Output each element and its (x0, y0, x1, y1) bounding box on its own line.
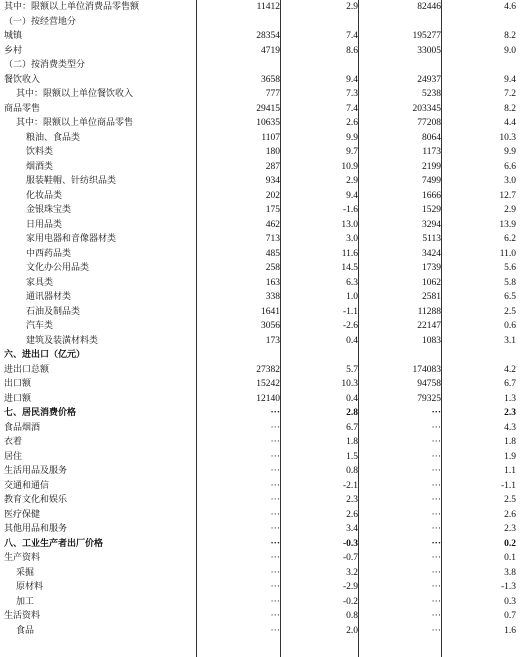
month-growth-cell: 0.8 (346, 466, 358, 476)
row-label: 采掘 (16, 567, 35, 578)
cumulative-growth-cell: 10.3 (499, 132, 516, 143)
row-label: 教育文化和娱乐 (4, 495, 68, 505)
table-row (0, 493, 520, 508)
month-growth-cell: -0.2 (342, 596, 358, 607)
table-row (0, 580, 520, 595)
month-growth-cell: 3.2 (346, 567, 358, 578)
month-value-cell: 10635 (256, 118, 280, 128)
table-row (0, 73, 520, 88)
row-label: 家用电器和音像器材类 (26, 234, 117, 244)
row-label: 烟酒类 (26, 161, 54, 172)
row-label: 粮油、食品类 (26, 132, 81, 143)
cumulative-growth-cell: 6.6 (504, 161, 516, 172)
month-value-cell: 3056 (261, 321, 280, 331)
month-value-cell: 163 (265, 277, 280, 288)
table-row (0, 522, 520, 537)
month-growth-cell: 7.3 (346, 89, 358, 99)
cumulative-growth-cell: 0.3 (504, 596, 516, 607)
cumulative-growth-cell: 9.0 (504, 45, 516, 56)
row-label: 石油及制品类 (26, 306, 81, 317)
row-label: 其中：限额以上单位消费品零售额 (4, 2, 140, 12)
table-row (0, 145, 520, 160)
cumulative-growth-cell: 2.3 (504, 408, 516, 418)
cumulative-growth-cell: 6.5 (504, 292, 516, 302)
row-label: 饮料类 (26, 147, 54, 157)
month-growth-cell: 2.6 (346, 118, 358, 128)
cumulative-value-cell: ··· (431, 451, 441, 462)
cumulative-growth-cell: 2.3 (504, 524, 516, 534)
table-row (0, 348, 520, 363)
cumulative-growth-cell: 8.2 (504, 103, 516, 114)
row-label: 日用品类 (26, 219, 63, 230)
table-row (0, 566, 520, 581)
table-row (0, 334, 520, 349)
cumulative-value-cell: ··· (431, 538, 441, 549)
month-growth-cell: 9.4 (346, 74, 358, 85)
cumulative-growth-cell: 2.5 (504, 495, 516, 505)
month-growth-cell: 10.3 (341, 379, 358, 389)
row-label: 生活用品及服务 (4, 466, 68, 476)
month-value-cell: 338 (265, 292, 280, 302)
month-growth-cell: 2.9 (346, 2, 358, 12)
row-label: 城镇 (4, 31, 23, 41)
table-row (0, 479, 520, 494)
table-row (0, 116, 520, 131)
cumulative-growth-cell: 3.1 (504, 335, 516, 346)
cumulative-value-cell: 2581 (422, 292, 441, 302)
cumulative-value-cell: 11288 (417, 306, 441, 317)
row-label: 衣着 (4, 437, 23, 447)
row-label: 原材料 (16, 582, 44, 592)
month-growth-cell: 2.0 (346, 625, 358, 636)
cumulative-value-cell: 3424 (422, 248, 441, 259)
month-value-cell: ··· (270, 451, 280, 462)
table-row (0, 58, 520, 73)
cumulative-value-cell: 24937 (417, 74, 441, 85)
cumulative-growth-cell: 4.6 (504, 2, 516, 12)
cumulative-value-cell (359, 15, 441, 30)
month-growth-cell: 0.4 (346, 393, 358, 404)
month-value-cell (196, 15, 280, 30)
month-value-cell: ··· (270, 408, 280, 418)
month-growth-cell: 3.0 (346, 234, 358, 244)
month-growth-cell: 3.4 (346, 524, 358, 534)
cumulative-growth-cell: 0.6 (504, 321, 516, 331)
cumulative-value-cell: 79325 (417, 393, 441, 404)
cumulative-value-cell: 22147 (417, 321, 441, 331)
table-row (0, 174, 520, 189)
cumulative-value-cell: 1739 (422, 263, 441, 273)
month-growth-cell: 10.9 (341, 161, 358, 172)
cumulative-growth-cell: 4.2 (504, 364, 516, 375)
month-value-cell: 202 (265, 190, 280, 201)
row-label: （一）按经营地分 (4, 16, 77, 27)
month-growth-cell: -0.7 (342, 553, 358, 563)
cumulative-value-cell: ··· (431, 567, 441, 578)
cumulative-growth-cell: 5.8 (504, 277, 516, 288)
table-row (0, 261, 520, 276)
month-value-cell: ··· (270, 466, 280, 476)
month-growth-cell: 11.6 (341, 248, 358, 259)
row-label: 生产资料 (4, 553, 41, 563)
month-value-cell: ··· (270, 422, 280, 433)
month-value-cell: 28354 (256, 31, 280, 41)
table-row (0, 319, 520, 334)
month-value-cell: 287 (265, 161, 280, 172)
month-growth-cell: 6.7 (346, 422, 358, 433)
table-row (0, 203, 520, 218)
cumulative-growth-cell: 12.7 (499, 190, 516, 201)
cumulative-value-cell: ··· (431, 466, 441, 476)
table-row (0, 377, 520, 392)
row-label: 其中：限额以上单位商品零售 (16, 118, 134, 128)
table-row (0, 0, 520, 15)
month-growth-cell: 13.0 (341, 219, 358, 230)
row-label: 金银珠宝类 (26, 205, 72, 215)
month-growth-cell: 5.7 (346, 364, 358, 375)
month-value-cell: 27382 (256, 364, 280, 375)
cumulative-value-cell (359, 58, 441, 73)
cumulative-growth-cell: 0.2 (504, 538, 516, 549)
month-value-cell: 4719 (261, 45, 280, 56)
month-value-cell: 180 (265, 147, 280, 157)
row-label: 餐饮收入 (4, 74, 41, 85)
month-growth-cell: 9.7 (346, 147, 358, 157)
month-value-cell: ··· (270, 596, 280, 607)
cumulative-growth-cell: 1.9 (504, 451, 516, 462)
cumulative-value-cell: 174083 (412, 364, 441, 375)
cumulative-value-cell: ··· (431, 437, 441, 447)
row-label: 出口额 (4, 379, 32, 389)
table-row (0, 421, 520, 436)
month-growth-cell: 0.8 (346, 611, 358, 621)
table-row (0, 450, 520, 465)
cumulative-growth-cell: 6.7 (504, 379, 516, 389)
cumulative-value-cell: 77208 (417, 118, 441, 128)
table-row (0, 551, 520, 566)
table-row (0, 508, 520, 523)
row-label: 七、居民消费价格 (4, 408, 77, 418)
table-row (0, 87, 520, 102)
table-row (0, 247, 520, 262)
month-growth-cell: -2.1 (342, 480, 358, 491)
month-growth-cell: -0.3 (342, 538, 358, 549)
cumulative-growth-cell: 7.2 (504, 89, 516, 99)
cumulative-growth-cell: 1.8 (504, 437, 516, 447)
row-label: 其他用品和服务 (4, 524, 68, 534)
row-label: 化妆品类 (26, 190, 63, 201)
row-label: （二）按消费类型分 (4, 60, 86, 70)
month-growth-cell: 6.3 (346, 277, 358, 288)
month-value-cell: 934 (265, 176, 280, 186)
month-value-cell: 485 (265, 248, 280, 259)
cumulative-growth-cell: 4.4 (504, 118, 516, 128)
month-growth-cell: 14.5 (341, 263, 358, 273)
month-value-cell: 258 (265, 263, 280, 273)
month-value-cell: ··· (270, 625, 280, 636)
cumulative-value-cell: ··· (431, 553, 441, 563)
month-growth-cell: 1.5 (346, 451, 358, 462)
cumulative-growth-cell: 6.2 (504, 234, 516, 244)
cumulative-growth-cell (442, 15, 516, 30)
month-value-cell: ··· (270, 524, 280, 534)
table-row (0, 29, 520, 44)
month-value-cell: 1641 (261, 306, 280, 317)
cumulative-growth-cell: 0.1 (504, 553, 516, 563)
cumulative-growth-cell: 3.0 (504, 176, 516, 186)
table-row (0, 609, 520, 624)
row-label: 乡村 (4, 45, 23, 56)
table-row (0, 464, 520, 479)
table-row (0, 406, 520, 421)
row-label: 加工 (16, 596, 35, 607)
table-row (0, 435, 520, 450)
row-label: 生活资料 (4, 611, 41, 621)
cumulative-growth-cell: 2.9 (504, 205, 516, 215)
row-label: 进口额 (4, 393, 32, 404)
row-label: 中西药品类 (26, 248, 72, 259)
cumulative-growth-cell: 9.4 (504, 74, 516, 85)
table-row (0, 276, 520, 291)
cumulative-value-cell: 195277 (412, 31, 441, 41)
cumulative-growth-cell: 4.3 (504, 422, 516, 433)
row-label: 居住 (4, 451, 23, 462)
month-value-cell: ··· (270, 582, 280, 592)
month-value-cell: 713 (265, 234, 280, 244)
month-growth-cell: 8.6 (346, 45, 358, 56)
cumulative-value-cell: 203345 (412, 103, 441, 114)
row-label: 交通和通信 (4, 480, 50, 491)
month-growth-cell: 7.4 (346, 103, 358, 114)
row-label: 进出口总额 (4, 364, 50, 375)
cumulative-value-cell: ··· (431, 625, 441, 636)
table-row (0, 595, 520, 610)
cumulative-value-cell (359, 348, 441, 363)
month-value-cell: 1107 (261, 132, 280, 143)
month-growth-cell (281, 15, 358, 30)
cumulative-value-cell: 7499 (422, 176, 441, 186)
row-label: 汽车类 (26, 321, 54, 331)
cumulative-growth-cell: 0.7 (504, 611, 516, 621)
month-growth-cell (281, 58, 358, 73)
cumulative-value-cell: 82446 (417, 2, 441, 12)
table-row (0, 537, 520, 552)
cumulative-value-cell: 5238 (422, 89, 441, 99)
table-row (0, 189, 520, 204)
row-label: 通讯器材类 (26, 292, 72, 302)
cumulative-growth-cell (442, 348, 516, 363)
month-growth-cell: 2.9 (346, 176, 358, 186)
cumulative-value-cell: ··· (431, 582, 441, 592)
cumulative-value-cell: ··· (431, 596, 441, 607)
row-label: 文化办公用品类 (26, 263, 90, 273)
row-label: 商品零售 (4, 103, 41, 114)
month-value-cell (196, 348, 280, 363)
month-growth-cell: 9.4 (346, 190, 358, 201)
table-row (0, 290, 520, 305)
cumulative-value-cell: ··· (431, 611, 441, 621)
cumulative-value-cell: ··· (431, 495, 441, 505)
month-value-cell: 12140 (256, 393, 280, 404)
month-growth-cell (281, 348, 358, 363)
month-value-cell: 462 (265, 219, 280, 230)
month-growth-cell: -1.6 (342, 205, 358, 215)
cumulative-growth-cell: -1.3 (500, 582, 516, 592)
cumulative-growth-cell: 2.5 (504, 306, 516, 317)
table-row (0, 218, 520, 233)
row-label: 其中：限额以上单位餐饮收入 (16, 89, 134, 99)
cumulative-growth-cell: 1.6 (504, 625, 516, 636)
table-row (0, 232, 520, 247)
table-row (0, 624, 520, 639)
month-value-cell: 29415 (256, 103, 280, 114)
month-growth-cell: 7.4 (346, 31, 358, 41)
cumulative-value-cell: 1062 (422, 277, 441, 288)
month-value-cell: ··· (270, 553, 280, 563)
table-row (0, 305, 520, 320)
cumulative-value-cell: ··· (431, 408, 441, 418)
month-growth-cell: -2.6 (342, 321, 358, 331)
cumulative-growth-cell: 9.9 (504, 147, 516, 157)
month-value-cell: 15242 (256, 379, 280, 389)
row-label: 服装鞋帽、针纺织品类 (26, 176, 117, 186)
cumulative-growth-cell: 1.1 (504, 466, 516, 476)
row-label: 八、工业生产者出厂价格 (4, 538, 104, 549)
month-value-cell: 11412 (256, 2, 280, 12)
month-growth-cell: 2.6 (346, 509, 358, 520)
month-growth-cell: 0.4 (346, 335, 358, 346)
month-value-cell: ··· (270, 480, 280, 491)
month-value-cell: 173 (265, 335, 280, 346)
cumulative-value-cell: 3294 (422, 219, 441, 230)
month-value-cell (196, 58, 280, 73)
month-value-cell: ··· (270, 538, 280, 549)
cumulative-growth-cell: 11.0 (499, 248, 516, 259)
month-value-cell: ··· (270, 567, 280, 578)
row-label: 六、进出口（亿元） (4, 350, 86, 360)
month-value-cell: ··· (270, 495, 280, 505)
cumulative-growth-cell: 2.6 (504, 509, 516, 520)
cumulative-value-cell: 1529 (422, 205, 441, 215)
row-label: 食品 (16, 625, 35, 636)
cumulative-growth-cell: 1.3 (504, 393, 516, 404)
month-value-cell: ··· (270, 509, 280, 520)
cumulative-growth-cell: 3.8 (504, 567, 516, 578)
cumulative-value-cell: 8064 (422, 132, 441, 143)
month-growth-cell: 9.9 (346, 132, 358, 143)
table-row (0, 44, 520, 59)
month-growth-cell: 1.0 (346, 292, 358, 302)
cumulative-value-cell: 94758 (417, 379, 441, 389)
month-growth-cell: -2.9 (342, 582, 358, 592)
month-value-cell: ··· (270, 437, 280, 447)
row-label: 建筑及装潢材料类 (26, 335, 99, 346)
table-row (0, 131, 520, 146)
month-value-cell: ··· (270, 611, 280, 621)
row-label: 医疗保健 (4, 509, 41, 520)
month-growth-cell: 2.8 (346, 408, 358, 418)
table-row (0, 15, 520, 30)
cumulative-value-cell: ··· (431, 422, 441, 433)
month-value-cell: 175 (265, 205, 280, 215)
cumulative-value-cell: ··· (431, 509, 441, 520)
cumulative-value-cell: 33005 (417, 45, 441, 56)
month-growth-cell: 2.3 (346, 495, 358, 505)
table-row (0, 392, 520, 407)
cumulative-growth-cell: -1.1 (500, 480, 516, 491)
cumulative-growth-cell (442, 58, 516, 73)
cumulative-value-cell: 1666 (422, 190, 441, 201)
month-value-cell: 777 (265, 89, 280, 99)
month-growth-cell: -1.1 (342, 306, 358, 317)
cumulative-growth-cell: 13.9 (499, 219, 516, 230)
row-label: 食品烟酒 (4, 422, 41, 433)
month-value-cell: 3658 (261, 74, 280, 85)
cumulative-growth-cell: 5.6 (504, 263, 516, 273)
table-row (0, 363, 520, 378)
table-row (0, 160, 520, 175)
cumulative-value-cell: 5113 (422, 234, 441, 244)
cumulative-value-cell: 1083 (422, 335, 441, 346)
cumulative-value-cell: ··· (431, 524, 441, 534)
month-growth-cell: 1.8 (346, 437, 358, 447)
cumulative-growth-cell: 8.2 (504, 31, 516, 41)
cumulative-value-cell: ··· (431, 480, 441, 491)
cumulative-value-cell: 2199 (422, 161, 441, 172)
table-row (0, 102, 520, 117)
row-label: 家具类 (26, 277, 54, 288)
cumulative-value-cell: 1173 (422, 147, 441, 157)
